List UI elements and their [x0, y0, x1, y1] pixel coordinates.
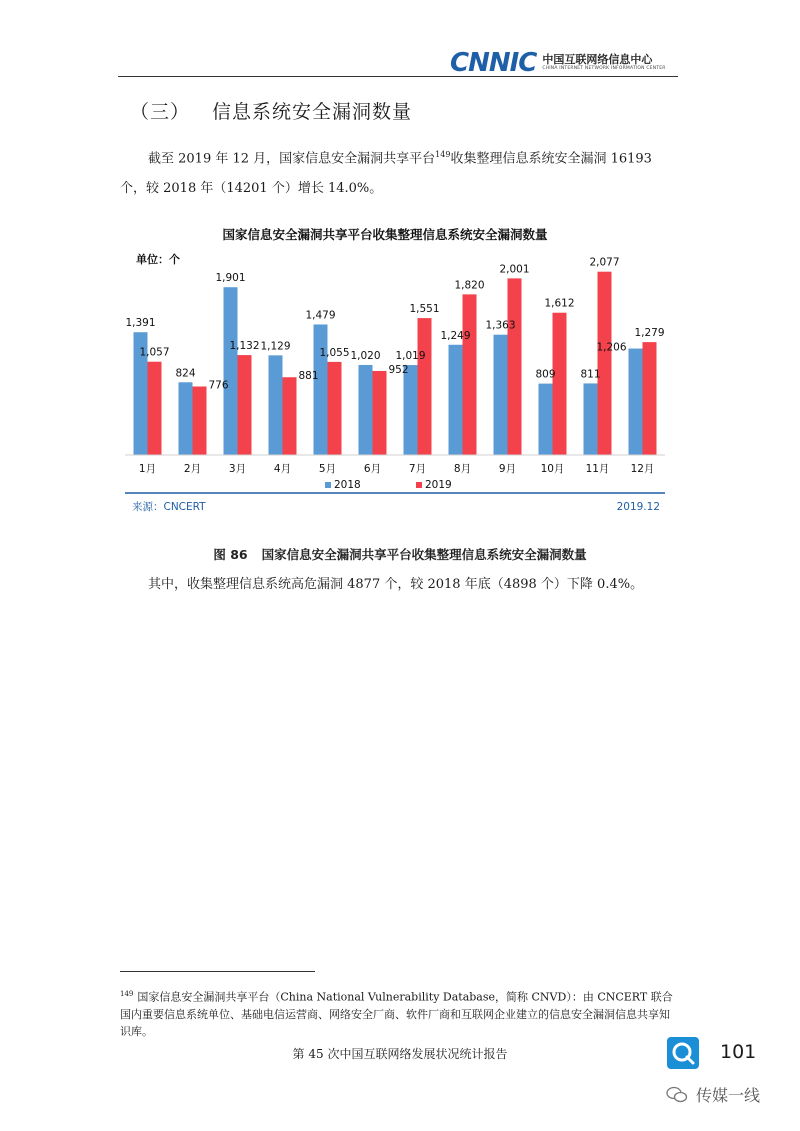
legend-label-2019: 2019	[425, 479, 452, 491]
x-tick-label-7: 7月	[408, 463, 427, 475]
bar-2019-12	[643, 342, 657, 455]
footnote	[120, 986, 680, 1040]
high-risk-paragraph: 其中，收集整理信息系统高危漏洞 4877 个，较 2018 年底（4898 个）下降 0.4%。	[148, 577, 644, 592]
footnote-reference[interactable]: 149	[435, 150, 451, 159]
x-tick-label-3: 3月	[228, 463, 247, 475]
data-label-2019-10: 1,612	[544, 297, 575, 310]
bar-2019-2	[193, 387, 207, 455]
chart-date: 2019.12	[616, 501, 660, 513]
bar-2018-5	[314, 324, 328, 455]
bar-2019-6	[373, 371, 387, 455]
data-label-2019-6: 952	[388, 363, 409, 376]
data-label-2019-2: 776	[208, 379, 229, 392]
bar-2018-12	[629, 349, 643, 455]
chart-svg	[120, 210, 680, 520]
bar-2018-4	[269, 355, 283, 455]
data-label-2018-11: 811	[580, 368, 601, 381]
intro-line-1	[120, 140, 680, 174]
data-label-2018-2: 824	[175, 367, 196, 380]
value-labels-layer	[125, 257, 664, 392]
x-tick-labels	[139, 463, 655, 475]
data-label-2019-9: 2,001	[499, 263, 530, 276]
data-label-2018-6: 1,020	[350, 349, 381, 362]
data-label-2018-10: 809	[535, 368, 556, 381]
bar-2018-9	[494, 335, 508, 455]
data-label-2019-4: 881	[298, 370, 319, 383]
legend-swatch-2019	[416, 482, 422, 488]
data-label-2019-3: 1,132	[229, 340, 260, 353]
x-tick-label-5: 5月	[318, 463, 337, 475]
vulnerability-chart	[120, 210, 680, 520]
data-label-2019-8: 1,820	[454, 279, 485, 292]
data-label-2019-12: 1,279	[634, 327, 665, 340]
section-number: （三）	[130, 101, 191, 123]
bar-2019-11	[598, 272, 612, 455]
x-tick-label-8: 8月	[453, 463, 472, 475]
watermark	[666, 1083, 760, 1106]
bar-2018-2	[179, 382, 193, 455]
data-label-2018-4: 1,129	[260, 340, 291, 353]
chart-title: 国家信息安全漏洞共享平台收集整理信息系统安全漏洞数量	[222, 227, 548, 242]
bar-2019-8	[463, 294, 477, 455]
data-label-2018-5: 1,479	[305, 309, 336, 322]
data-label-2018-3: 1,901	[215, 272, 246, 285]
logo-chinese-name: 中国互联网络信息中心	[542, 53, 653, 67]
x-tick-label-9: 9月	[498, 463, 517, 475]
logo-text-block	[542, 54, 665, 72]
data-label-2018-7: 1,019	[395, 350, 426, 363]
cnnic-logo	[450, 48, 666, 78]
data-label-2018-8: 1,249	[440, 329, 471, 342]
x-tick-label-10: 10月	[540, 463, 565, 475]
page-number: 101	[720, 1041, 757, 1063]
bar-2019-9	[508, 278, 522, 455]
data-label-2019-1: 1,057	[139, 346, 170, 359]
figure-number: 图 86	[213, 547, 248, 562]
legend-label-2018: 2018	[334, 479, 361, 491]
bar-2019-7	[418, 318, 432, 455]
logo-english-name: CHINA INTERNET NETWORK INFORMATION CENTER	[542, 66, 666, 72]
magnifier-icon	[666, 1036, 700, 1070]
bar-2018-6	[359, 365, 373, 455]
footnote-divider	[120, 971, 315, 972]
footnote-number: 149	[120, 990, 134, 998]
intro-text-part1: 截至 2019 年 12 月，国家信息安全漏洞共享平台	[148, 151, 436, 167]
bar-2018-8	[449, 345, 463, 455]
x-tick-label-1: 1月	[138, 463, 157, 475]
data-label-2019-11: 2,077	[589, 256, 620, 269]
chart-source: 来源：CNCERT	[132, 501, 206, 513]
data-label-2019-7: 1,551	[409, 303, 440, 316]
header-divider	[118, 76, 678, 77]
wechat-icon	[666, 1086, 688, 1104]
data-label-2018-12: 1,206	[596, 341, 627, 354]
figure-caption-text: 国家信息安全漏洞共享平台收集整理信息系统安全漏洞数量	[261, 547, 587, 562]
figure-caption	[0, 545, 800, 563]
bar-2019-10	[553, 313, 567, 455]
bar-2018-3	[224, 287, 238, 455]
intro-paragraph	[120, 140, 680, 204]
bar-2019-1	[148, 362, 162, 455]
x-tick-label-2: 2月	[183, 463, 202, 475]
bar-2018-7	[404, 365, 418, 455]
logo-word: CNNIC	[450, 48, 537, 78]
data-label-2019-5: 1,055	[319, 346, 350, 359]
chart-unit-label: 单位：个	[136, 253, 180, 266]
x-tick-label-4: 4月	[273, 463, 292, 475]
bar-2019-5	[328, 362, 342, 455]
bar-2018-10	[539, 384, 553, 455]
legend-swatch-2018	[325, 482, 331, 488]
section-title: 信息系统安全漏洞数量	[212, 101, 413, 123]
chart-legend	[325, 479, 452, 491]
bar-2019-3	[238, 355, 252, 455]
x-tick-label-11: 11月	[585, 463, 610, 475]
data-label-2018-1: 1,391	[125, 317, 156, 330]
footnote-text: 国家信息安全漏洞共享平台（China National Vulnerability Database，简称 CNVD）：由 CNCERT 联合国内重要信息系统单位、基础电信运营商、网络安全厂商、软件厂商和互联网企业建立的信息安全漏洞信息共享知识库。	[120, 990, 673, 1038]
intro-text-part2: 收集整理信息系统安全漏洞 16193	[450, 151, 652, 167]
x-tick-label-12: 12月	[630, 463, 655, 475]
intro-line-2: 个，较 2018 年（14201 个）增长 14.0%。	[120, 181, 383, 197]
section-heading	[130, 97, 412, 124]
x-tick-label-6: 6月	[363, 463, 382, 475]
bar-2018-11	[584, 383, 598, 455]
watermark-text: 传媒一线	[696, 1086, 761, 1105]
report-title-footer: 第 45 次中国互联网络发展状况统计报告	[292, 1047, 508, 1061]
data-label-2018-9: 1,363	[485, 319, 516, 332]
bar-2019-4	[283, 377, 297, 455]
